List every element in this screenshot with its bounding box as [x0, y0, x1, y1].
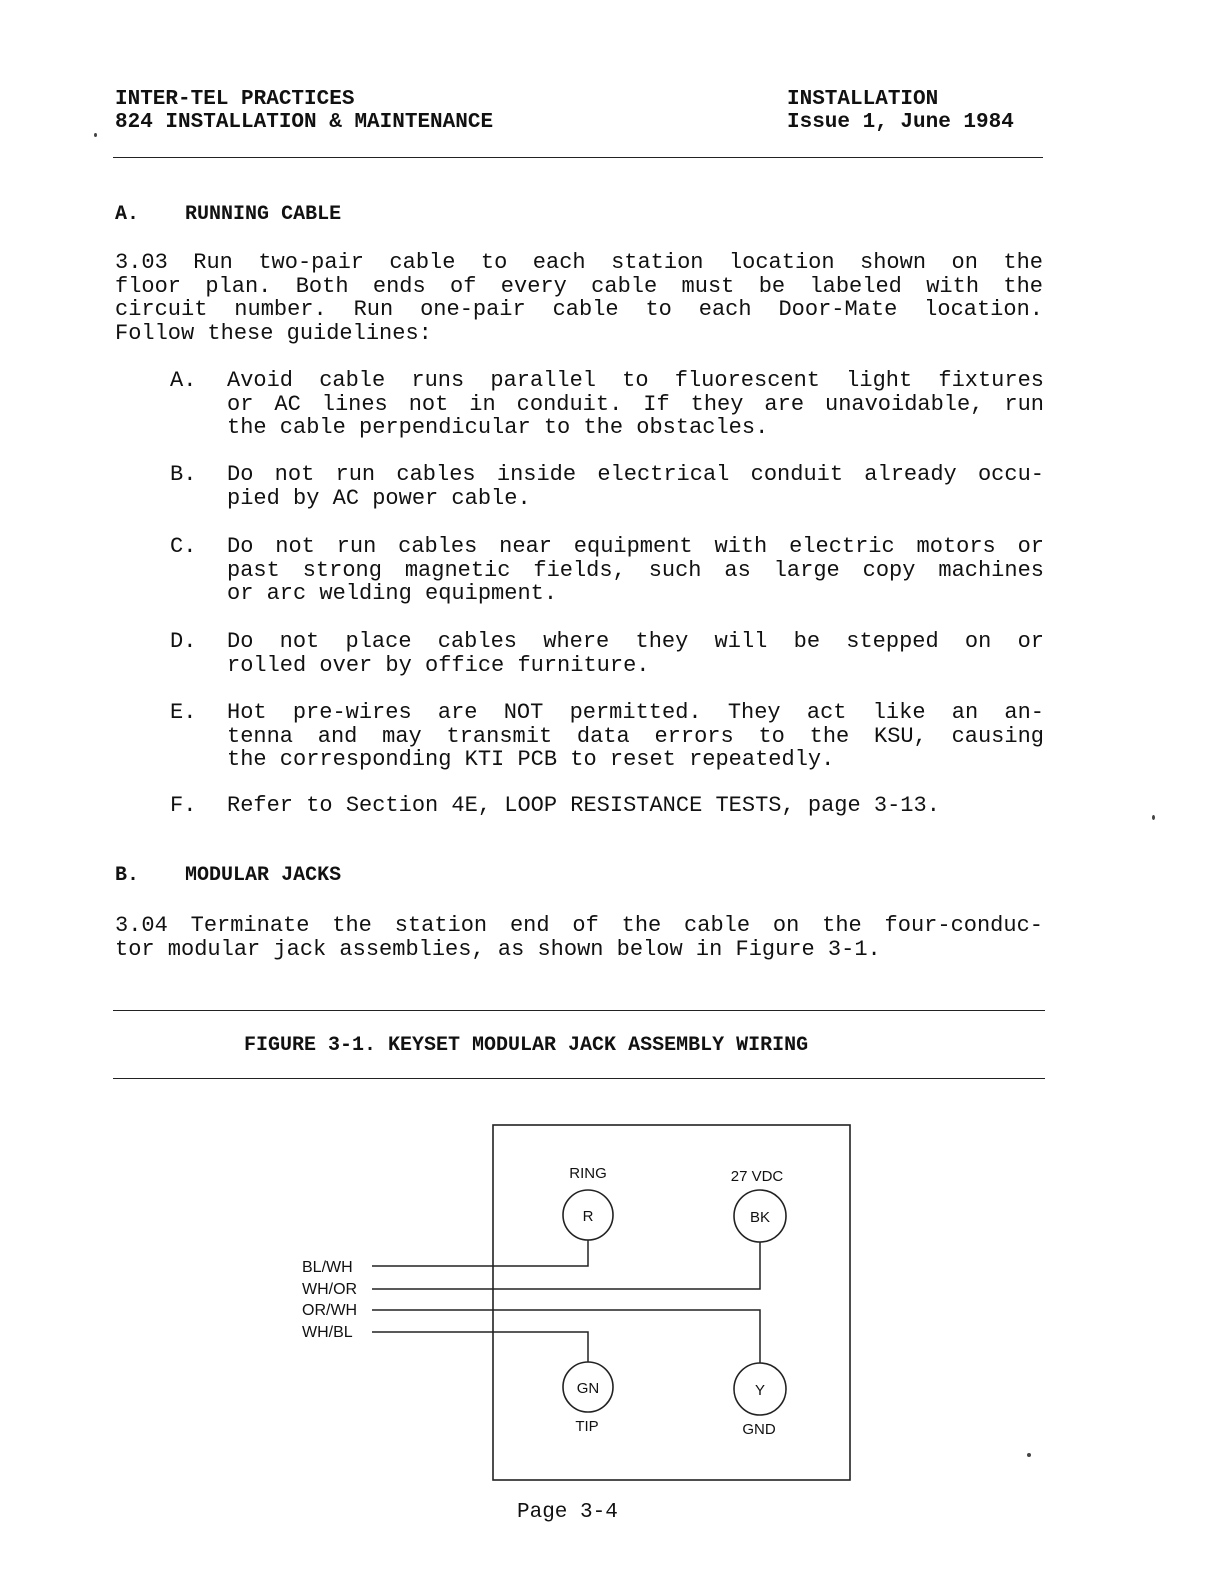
terminal-caption-27vdc: 27 VDC: [730, 1168, 784, 1185]
item-letter: E.: [170, 700, 197, 725]
terminal-label-bk: BK: [749, 1209, 771, 1226]
item-line: Do not place cables where they will be stepped on or: [227, 629, 1044, 654]
item-line: Do not run cables near equipment with electric motors or: [227, 534, 1044, 559]
item-line: Avoid cable runs parallel to fluorescent light fixtures: [227, 368, 1044, 393]
terminal-caption-gnd: GND: [742, 1421, 776, 1438]
terminal-label-y: Y: [754, 1382, 766, 1399]
item-line: or arc welding equipment.: [227, 581, 558, 606]
paragraph-line: tor modular jack assemblies, as shown below in Figure 3-1.: [115, 936, 881, 962]
terminal-label-gn: GN: [576, 1380, 600, 1397]
scan-speck: [94, 133, 97, 137]
item-letter: B.: [170, 462, 197, 487]
paragraph-line: 3.03 Run two-pair cable to each station location shown on the: [115, 250, 1043, 275]
wire-wh-or: [372, 1241, 760, 1289]
jack-assembly-box: [493, 1125, 850, 1480]
wire-label-bl-wh: BL/WH: [302, 1259, 353, 1276]
item-line: or AC lines not in conduit. If they are unavoidable, run: [227, 391, 1044, 417]
header-practices: INTER-TEL PRACTICES: [115, 88, 355, 111]
item-line: past strong magnetic fields, such as large copy machines: [227, 557, 1044, 583]
paragraph-line: Follow these guidelines:: [115, 320, 432, 346]
item-line: the corresponding KTI PCB to reset repeatedly.: [227, 747, 835, 772]
wire-or-wh: [372, 1310, 760, 1363]
terminal-caption-ring: RING: [569, 1165, 607, 1182]
item-line: Hot pre-wires are NOT permitted. They act like an an-: [227, 700, 1044, 725]
wire-label-wh-or: WH/OR: [302, 1281, 358, 1298]
item-line: rolled over by office furniture.: [227, 652, 650, 678]
wire-bl-wh: [372, 1239, 588, 1266]
item-letter: A.: [170, 368, 197, 393]
terminal-label-r: R: [582, 1208, 594, 1225]
header-section: INSTALLATION: [787, 88, 939, 111]
wire-label-wh-bl: WH/BL: [302, 1324, 353, 1341]
item-line: tenna and may transmit data errors to the KSU, causing: [227, 723, 1044, 749]
wire-wh-bl: [372, 1332, 588, 1362]
item-letter: D.: [170, 629, 197, 654]
section-b-title: MODULAR JACKS: [185, 864, 342, 887]
item-line: Refer to Section 4E, LOOP RESISTANCE TESTS, page 3-13.: [227, 793, 940, 818]
item-line: pied by AC power cable.: [227, 485, 531, 511]
wire-label-or-wh: OR/WH: [302, 1302, 358, 1319]
terminal-caption-tip: TIP: [575, 1418, 599, 1435]
page-number: Page 3-4: [517, 1501, 618, 1524]
header-issue: Issue 1, June 1984: [787, 111, 1014, 134]
header-manual-title: 824 INSTALLATION & MAINTENANCE: [115, 111, 494, 134]
item-letter: C.: [170, 534, 197, 559]
scan-speck: [1152, 815, 1155, 820]
section-a-title: RUNNING CABLE: [185, 203, 342, 226]
item-line: Do not run cables inside electrical conduit already occu-: [227, 462, 1044, 487]
paragraph-line: floor plan. Both ends of every cable must be labeled with the: [115, 273, 1043, 299]
paragraph-line: circuit number. Run one-pair cable to each Door-Mate location.: [115, 297, 1043, 322]
section-b-letter: B.: [115, 864, 140, 887]
item-letter: F.: [170, 793, 197, 818]
item-line: the cable perpendicular to the obstacles.: [227, 415, 769, 440]
scan-speck: [1027, 1453, 1031, 1457]
paragraph-line: 3.04 Terminate the station end of the cable on the four-conduc-: [115, 913, 1043, 938]
section-a-letter: A.: [115, 203, 140, 226]
figure-title: FIGURE 3-1. KEYSET MODULAR JACK ASSEMBLY WIRING: [244, 1034, 809, 1057]
